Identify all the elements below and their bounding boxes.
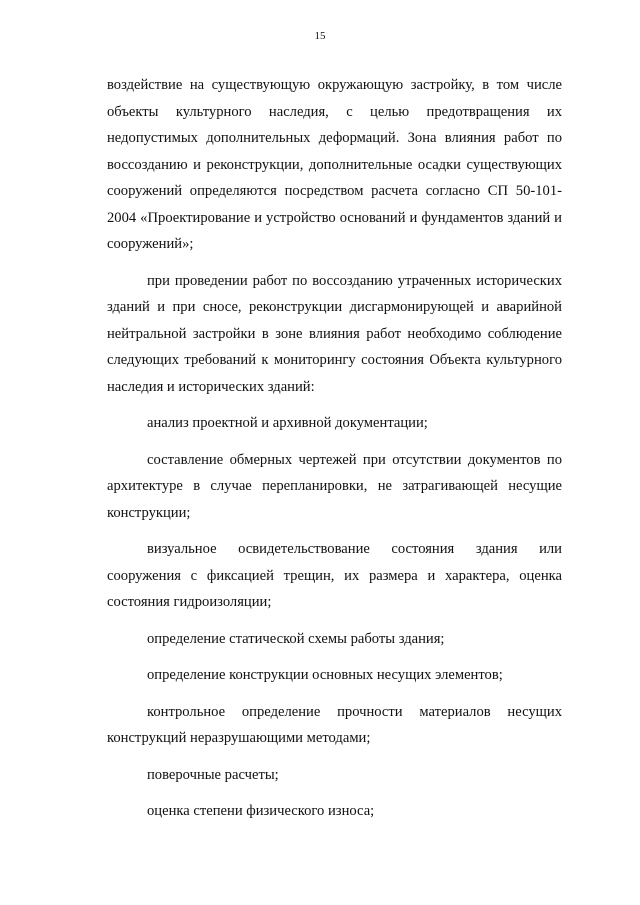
list-item-verification-calculations: поверочные расчеты; xyxy=(147,766,279,783)
list-item-documentation-analysis: анализ проектной и архивной документации; xyxy=(147,415,428,431)
paragraph-requirements-intro: при проведении работ по воссозданию утраченных исторических зданий и при сносе, реконструкции дисгармонирующей и аварийной нейтральной застройки в зоне влияния работ необходимо соблюдение следующих требований к мониторингу состояния Объекта культурного наследия и исторических зданий: xyxy=(107,272,562,395)
list-item-material-strength: контрольное определение прочности материалов несущих конструкций неразрушающими методами; xyxy=(107,703,562,746)
paragraph-continuation: воздействие на существующую окружающую застройку, в том числе объекты культурного наследия, с целью предотвращения их недопустимых дополнительных деформаций. Зона влияния работ по воссозданию и реконструкции, дополнительные осадки существующих сооружений определяются посредством расчета согласно СП 50-101-2004 «Проектирование и устройство оснований и фундаментов зданий и сооружений»; xyxy=(107,77,562,252)
list-item-load-bearing-elements: определение конструкции основных несущих элементов; xyxy=(147,667,503,683)
list-item-visual-inspection: визуальное освидетельствование состояния здания или сооружения с фиксацией трещин, их размера и характера, оценка состояния гидроизоляции; xyxy=(107,541,562,610)
list-item-static-scheme: определение статической схемы работы здания; xyxy=(147,630,445,647)
list-item-measurement-drawings: составление обмерных чертежей при отсутствии документов по архитектуре в случае перепланировки, не затрагивающей несущие конструкции; xyxy=(107,451,562,521)
document-body xyxy=(107,72,562,835)
list-item-wear-assessment: оценка степени физического износа; xyxy=(147,803,375,819)
page-number: 15 xyxy=(314,30,326,42)
